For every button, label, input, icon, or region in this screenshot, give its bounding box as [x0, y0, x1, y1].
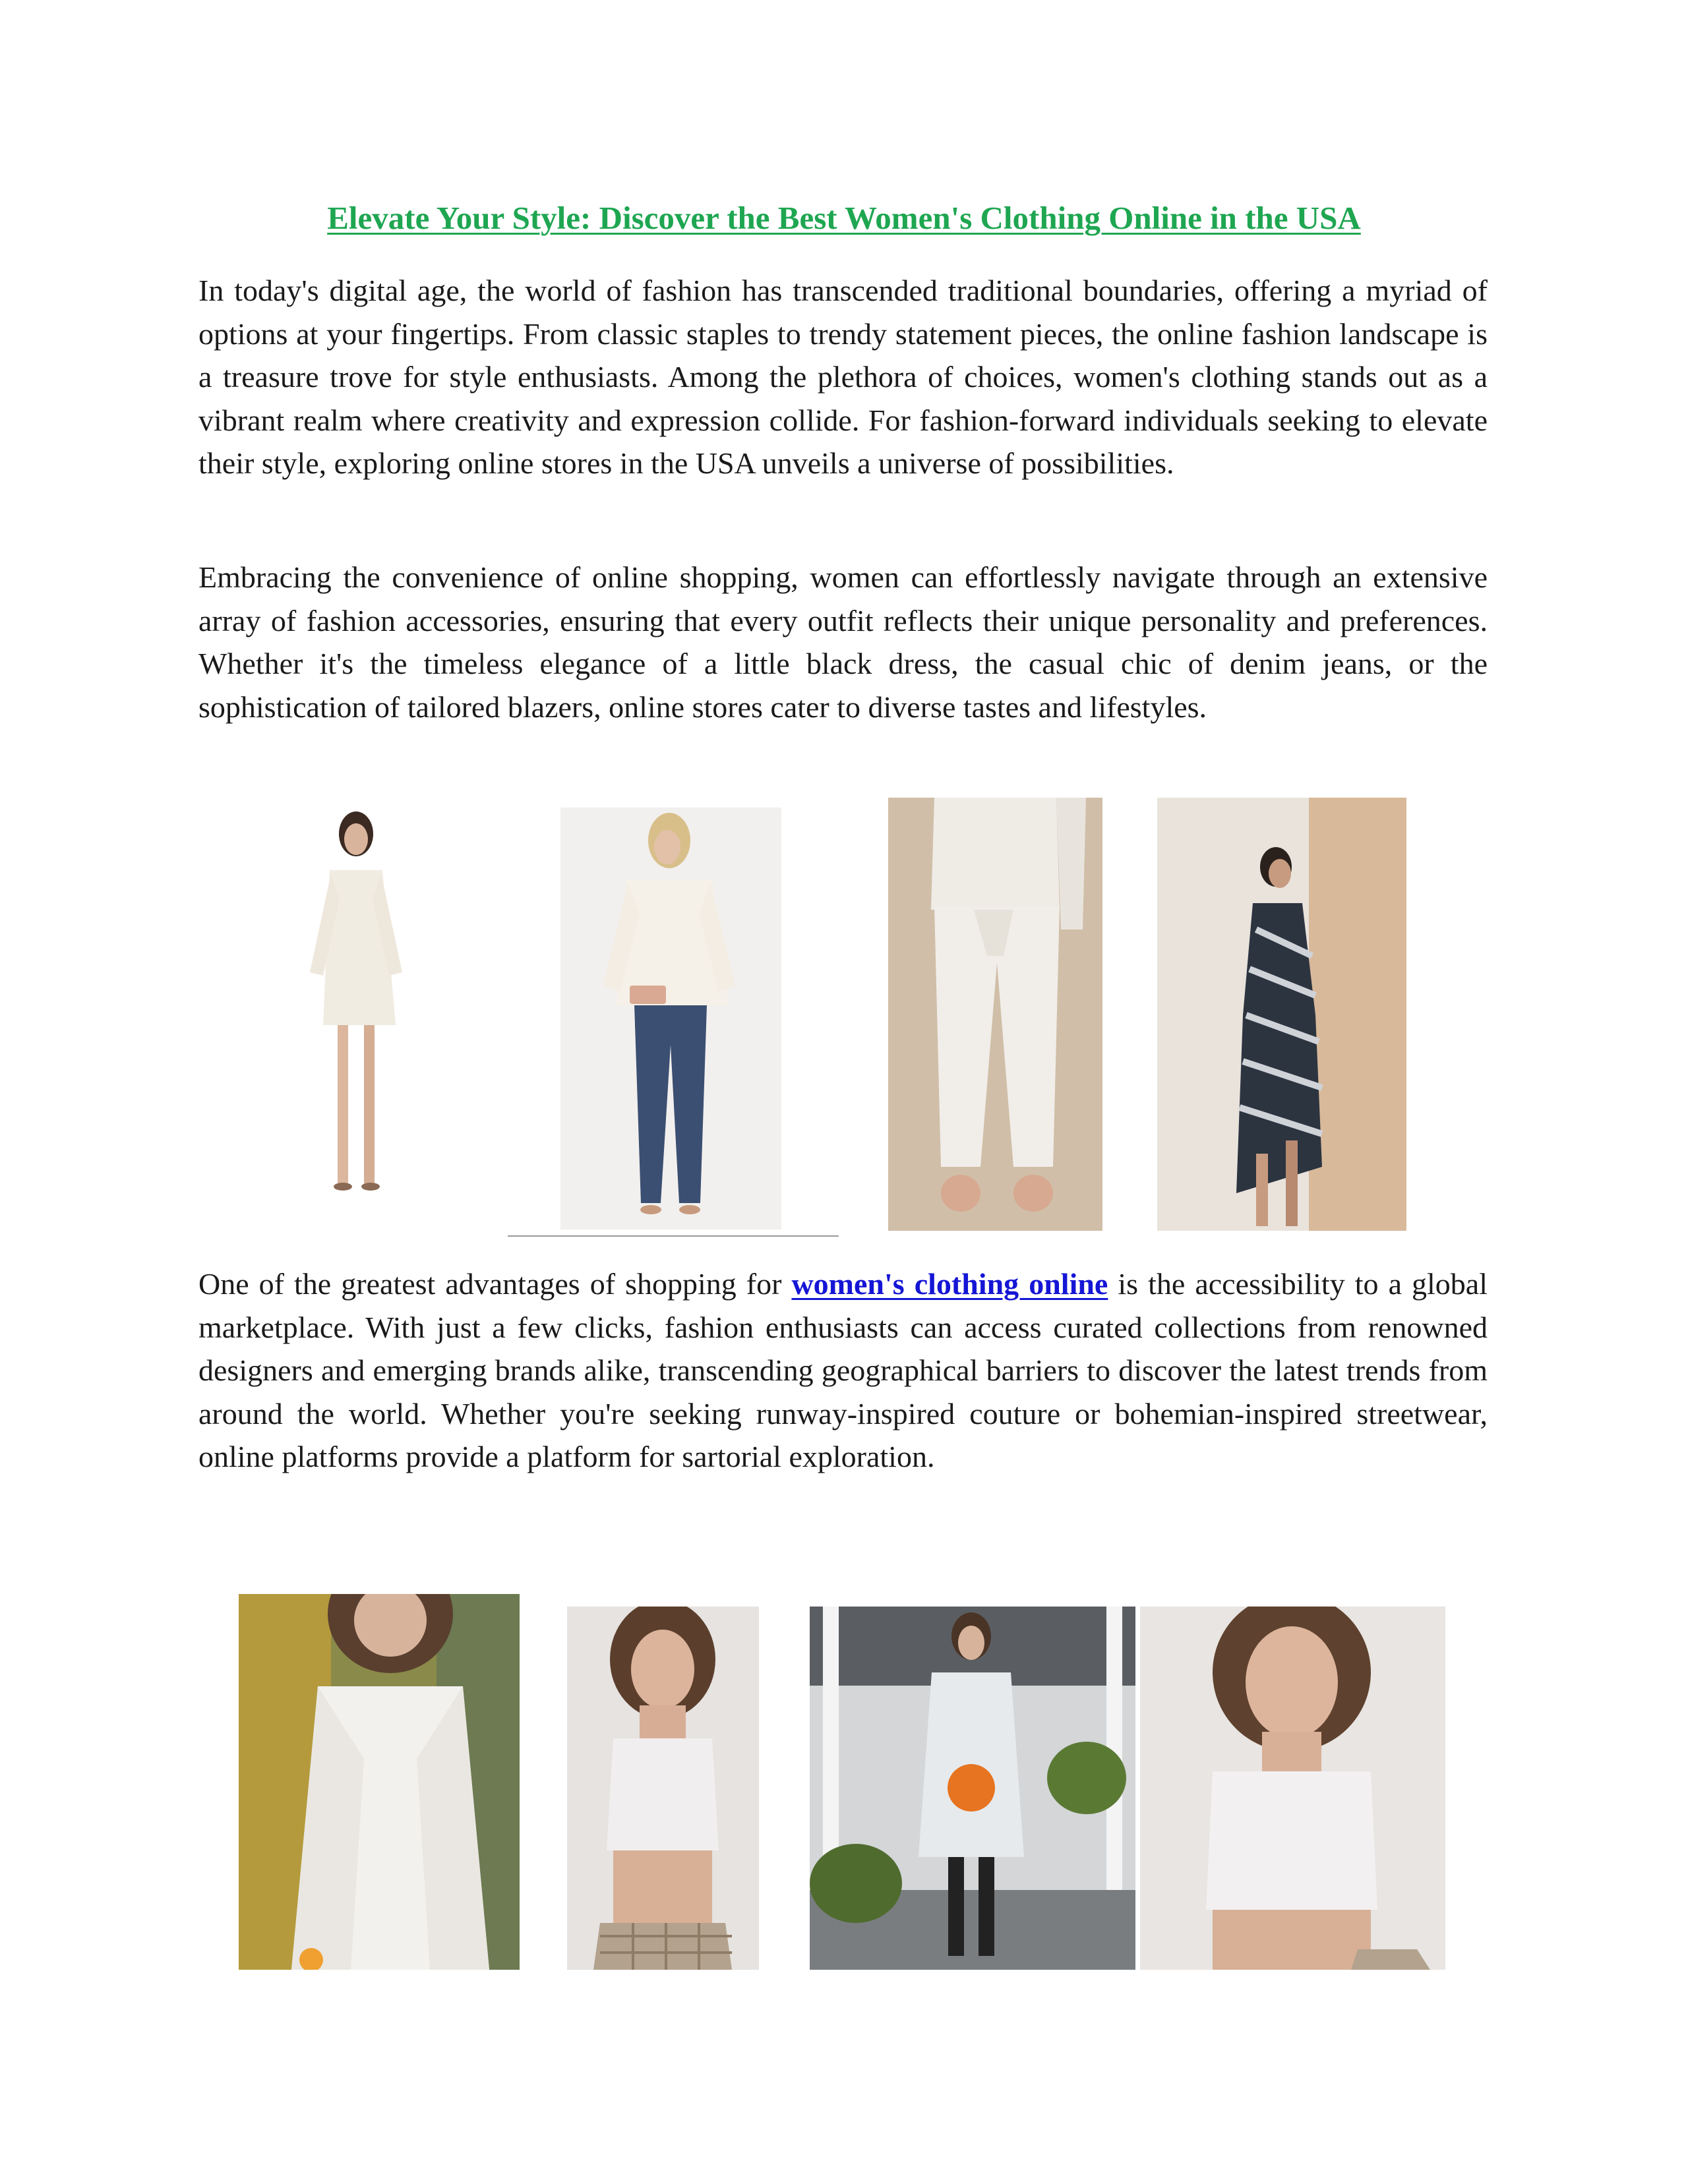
- photo-white-faux-fur-vest: [239, 1594, 520, 1970]
- paragraph-3-text-after: is the accessibility to a global marketplace. With just a few clicks, fashion enthusiasts can access curated collections from renowned designers and emerging brands alike, transcending geographical barriers to discover the latest trends from around the world. Whether you're seeking runway-inspired couture or bohemian-inspired streetwear, online platforms provide a platform for sartorial exploration.: [198, 1267, 1488, 1473]
- paragraph-intro: In today's digital age, the world of fashion has transcended traditional boundaries, offering a myriad of options at your fingertips. From classic staples to trendy statement pieces, the online fashion landscape is a treasure trove for style enthusiasts. Among the plethora of choices, women's clothing stands out as a vibrant realm where creativity and expression collide. For fashion-forward individuals seeking to elevate their style, exploring online stores in the USA unveils a universe of possibilities.: [198, 274, 1488, 480]
- photo-white-crop-top-plaid-shorts: [567, 1607, 759, 1970]
- image-divider-line: [508, 1235, 839, 1237]
- article-title: [0, 195, 1688, 241]
- paragraph-global-marketplace: [198, 1262, 1488, 1479]
- paragraph-convenience: Embracing the convenience of online shopping, women can effortlessly navigate through an extensive array of fashion accessories, ensuring that every outfit reflects their unique personality and preferences. Whether it's the timeless elegance of a little black dress, the casual chic of denim jeans, or the sophistication of tailored blazers, online stores cater to diverse tastes and lifestyles.: [198, 560, 1488, 724]
- article-title-text: Elevate Your Style: Discover the Best Women's Clothing Online in the USA: [327, 200, 1361, 236]
- paragraph-3-text-before: One of the greatest advantages of shopping for: [198, 1267, 792, 1301]
- photo-white-coat-pumpkin: [810, 1607, 1135, 1970]
- womens-clothing-online-link[interactable]: women's clothing online: [791, 1267, 1108, 1301]
- photo-white-crop-top-closeup: [1140, 1607, 1445, 1970]
- photo-white-lace-dress: [290, 808, 429, 1229]
- photo-striped-wrap-dress: [1157, 798, 1406, 1231]
- photo-sheer-top-jeans: [560, 808, 781, 1229]
- photo-white-fleece-pants: [888, 798, 1102, 1231]
